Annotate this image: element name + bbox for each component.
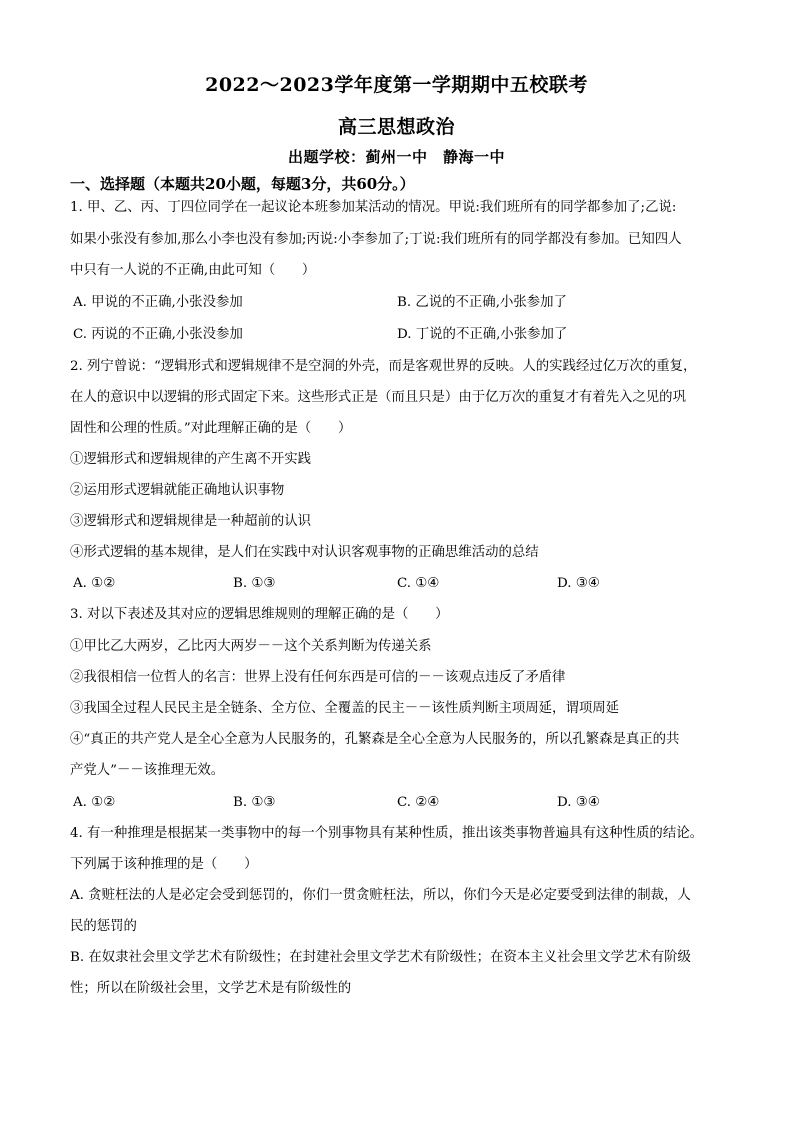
q2-option-b: B. ①③: [233, 576, 276, 591]
subject-title: 高三思想政治: [337, 116, 455, 138]
q2-line: 2. 列宁曾说：“逻辑形式和逻辑规律不是空洞的外壳，而是客观世界的反映。人的实践经过亿万次的重复，: [70, 359, 697, 374]
q3-statement: ②我很相信一位哲人的名言：世界上没有任何东西是可信的－－该观点违反了矛盾律: [70, 670, 566, 685]
q2-option-a: A. ①②: [73, 576, 116, 591]
q1-line: 1. 甲、乙、丙、丁四位同学在一起议论本班参加某活动的情况。甲说:我们班所有的同学都参加了;乙说:: [70, 200, 677, 215]
q3-statement: 产党人”－－该推理无效。: [70, 763, 225, 778]
q1-option-a: A. 甲说的不正确,小张没参加: [73, 295, 243, 310]
q2-option-d: D. ③④: [557, 576, 600, 591]
q3-line: 3. 对以下表述及其对应的逻辑思维规则的理解正确的是（ ）: [70, 607, 449, 622]
q4-line: 4. 有一种推理是根据某一类事物中的每一个别事物具有某种性质，推出该类事物普遍具有这种性质的结论。: [70, 826, 703, 841]
q3-statement: ③我国全过程人民民主是全链条、全方位、全覆盖的民主－－该性质判断主项周延，谓项周延: [70, 701, 620, 716]
q2-statement: ④形式逻辑的基本规律，是人们在实践中对认识客观事物的正确思维活动的总结: [70, 545, 539, 560]
q4-option-a: A. 贪赃枉法的人是必定会受到惩罚的，你们一贯贪赃枉法，所以，你们今天是必定要受到法律的制裁，人: [70, 888, 691, 903]
q3-statement: ④“真正的共产党人是全心全意为人民服务的，孔繁森是全心全意为人民服务的，所以孔繁森是真正的共: [70, 732, 680, 747]
q4-option-a-cont: 民的惩罚的: [70, 919, 137, 934]
q1-option-d: D. 丁说的不正确,小张参加了: [397, 327, 568, 342]
q4-option-b: B. 在奴隶社会里文学艺术有阶级性；在封建社会里文学艺术有阶级性；在资本主义社会里文学艺术有阶级: [70, 950, 691, 965]
exam-title: 2022～2023学年度第一学期期中五校联考: [205, 74, 588, 96]
q4-option-b-cont: 性；所以在阶级社会里，文学艺术是有阶级性的: [70, 981, 352, 996]
q3-option-c: C. ②④: [397, 795, 440, 810]
q2-statement: ②运用形式逻辑就能正确地认识事物: [70, 483, 285, 498]
q2-statement: ③逻辑形式和逻辑规律是一种超前的认识: [70, 514, 312, 529]
q2-line: 固性和公理的性质。”对此理解正确的是（ ）: [70, 421, 352, 436]
q3-option-b: B. ①③: [233, 795, 276, 810]
q2-statement: ①逻辑形式和逻辑规律的产生离不开实践: [70, 452, 312, 467]
schools-line: 出题学校：蓟州一中 静海一中: [287, 148, 505, 166]
q4-line: 下列属于该种推理的是（ ）: [70, 857, 258, 872]
q1-option-c: C. 丙说的不正确,小张没参加: [73, 327, 243, 342]
section-title: 一、选择题（本题共20小题，每题3分，共60分。）: [70, 175, 415, 193]
q2-line: 在人的意识中以逻辑的形式固定下来。这些形式正是（而且只是）由于亿万次的重复才有着先入之见的巩: [70, 390, 686, 405]
q1-line: 如果小张没有参加,那么小李也没有参加;丙说:小李参加了;丁说:我们班所有的同学都没有参加。已知四人: [70, 232, 682, 247]
q1-line: 中只有一人说的不正确,由此可知（ ）: [70, 263, 316, 278]
q2-option-c: C. ①④: [397, 576, 440, 591]
q3-statement: ①甲比乙大两岁，乙比丙大两岁－－这个关系判断为传递关系: [70, 639, 432, 654]
q3-option-a: A. ①②: [73, 795, 116, 810]
q3-option-d: D. ③④: [557, 795, 600, 810]
q1-option-b: B. 乙说的不正确,小张参加了: [397, 295, 567, 310]
